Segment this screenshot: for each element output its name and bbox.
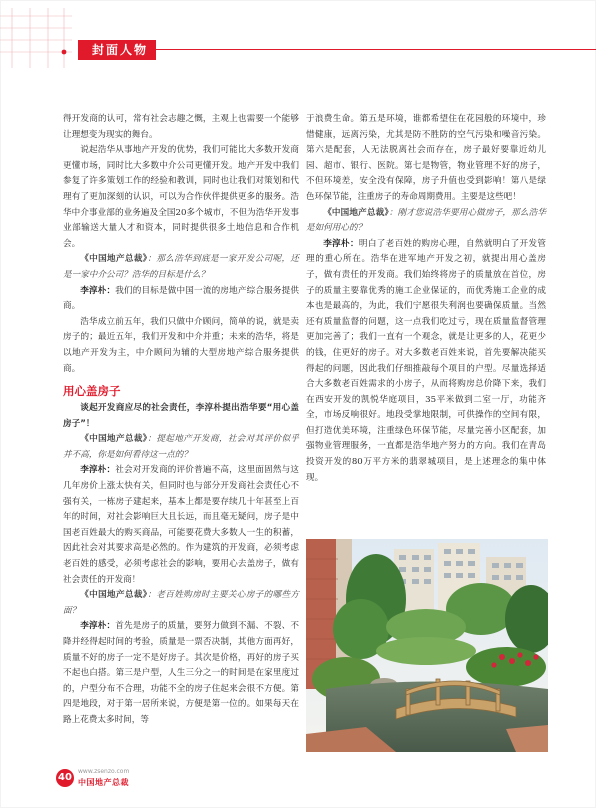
- question-text: ：老百姓购房时主要关心房子的哪些方面？: [63, 590, 299, 616]
- magazine-name: 《中国地产总裁》: [80, 254, 148, 265]
- interview-answer: [306, 237, 546, 487]
- section-subheading: 用心盖房子: [63, 384, 121, 399]
- footer-magazine-name: 中国地产总裁: [78, 778, 129, 787]
- speaker-name: 李淳朴：: [80, 285, 116, 296]
- interview-question: [63, 252, 299, 283]
- red-dot-icon: [62, 50, 67, 55]
- interview-question: [63, 588, 299, 619]
- question-text: ：那么浩华到底是一家开发公司呢，还是一家中介公司？浩华的目标是什么？: [63, 254, 299, 280]
- interview-answer: [63, 619, 299, 728]
- left-column: [63, 112, 299, 729]
- speaker-name: 李淳朴：: [80, 621, 116, 632]
- lead-paragraph: 谈起开发商应尽的社会责任，李淳朴提出浩华要“用心盖房子”！: [63, 403, 299, 429]
- header-rule: [156, 49, 596, 50]
- decorative-grid-lines: [0, 8, 72, 68]
- paragraph: 说起浩华从事地产开发的优势，我们可能比大多数开发商更懂市场，同时比大多数中介公司更懂开发。地产开发中我们参复了许多策划工作的经验和教训，同时也让我们对策划和代理有了更加深刻的认识，可以为合作伙伴提供更多的服务。浩华中介事业部的业务遍及全国20多个城市，不但为浩华开发事业部输送大量人才和资本，同时提供很多土地信息和合作机会。: [63, 145, 299, 249]
- answer-text: 明白了老百姓的购房心理，自然就明白了开发管理的重心所在。浩华在进军地产开发之初，就提出用心盖房子，做有责任的开发商。我们始终将房子的质量放在首位，房子的质量主要靠优秀的施工企业保证的，而优秀施工企业的成本也是最高的，为此，我们宁愿很失利润也要确保质量。当然还有质量监督的问题，这一点我们吃过亏，现在质量监督管理更加完善了；我们一直有一个观念，就是让更多的人，花更少的钱，住更好的房子。对大多数老百姓来说，首先要解决能买得起的问题，因此我们仔细推敲每个项目的户型。尽量选择适合大多数老百姓需求的小房子，从而将购房总价降下来，我们在西安开发的凯悦华庭项目，35平米做到二室一厅，功能齐全，市场反响很好。地段受掌地限制，可供操作的空间有限，但打造优美环境，注重绿色环保节能，尽量完善小区配套，加强物业管理服务，一直都是浩华地产努力的方向。我们在青岛投资开发的80万平方米的翡翠城项目，是上述理念的集中体现。: [306, 238, 546, 483]
- page-number: 40: [56, 769, 74, 787]
- section-tab: [78, 40, 156, 60]
- question-text: ：刚才您说浩华要用心做房子，那么浩华是如何用心的？: [306, 207, 546, 234]
- speaker-name: 李淳朴：: [80, 465, 116, 476]
- magazine-name: 《中国地产总裁》: [80, 590, 148, 601]
- page-header: [0, 0, 596, 80]
- page-footer: [56, 766, 256, 790]
- interview-question: [63, 432, 299, 463]
- paragraph: 浩华成立前五年，我们只做中介顾问，简单的说，就是卖房子的；最近五年，我们开发和中介并重；未来的浩华，将是以地产开发为主，中介顾问为辅的大型房地产综合服务提供商。: [63, 316, 299, 374]
- answer-text: 社会对开发商的评价普遍不高，这里面固然与这几年房价上涨太快有关，但同时也与部分开发商社会责任心不强有关，一栋房子建起来，基本上都是要存续几十年甚至上百年的时间，对社会影响巨大且长远，而且毫无疑问，房子是中国老百姓最大的购买商品，可能要花费大多数人一生的积蓄，因此社会对其要求高是必然的。作为建筑的开发商，必须考虑老百姓的感受，必须考虑社会的影响，要用心去盖房子，做有社会责任的开发商！: [63, 465, 299, 585]
- garden-scene-image: [306, 539, 548, 752]
- paragraph: 于浪费生命。第五是环境，谁都希望住在花园般的环境中，珍惜健康，远离污染，尤其是防不胜防的空气污染和噪音污染。第六是配套，人无法脱离社会而存在，房子最好要靠近幼儿园、超市、银行、医院。第七是物管，物业管理不好的房子，不但环境差，安全没有保障，房子升值也受到影响！第八是绿色环保节能，注重房子的寿命周期费用。主要是这些吧！: [306, 114, 546, 202]
- interview-answer: [63, 284, 299, 315]
- speaker-name: 李淳朴：: [323, 238, 359, 249]
- interview-question: [306, 206, 546, 237]
- answer-text: 我们的目标是做中国一流的房地产综合服务提供商。: [63, 285, 299, 312]
- garden-bridge-photo: [306, 539, 548, 752]
- question-text: ：提起地产开发商，社会对其评价似乎并不高，你是如何看待这一点的？: [63, 434, 299, 460]
- interview-answer: [63, 463, 299, 588]
- right-column: [306, 112, 546, 486]
- footer-url: www.zsenzo.com: [78, 768, 130, 775]
- section-label: 封面人物: [92, 43, 149, 57]
- magazine-name: 《中国地产总裁》: [323, 207, 389, 218]
- paragraph: 得开发商的认可，常有社会志趣之慨，主观上也需要一个能够让理想变为现实的舞台。: [63, 114, 299, 140]
- answer-text: 首先是房子的质量，要努力做到不漏、不裂、不降并经得起时间的考验，质量是一票否决制，其他方面再好，质量不好的房子一定不是好房子。其次是价格，再好的房子买不起也白搭。第三是户型，人生三分之一的时间是在家里度过的，户型分布不合理，功能不全的房子住起来会很不方便。第四是地段，对于第一居所来说，方便是第一位的。如果每天在路上花费太多时间，等: [63, 621, 299, 725]
- magazine-name: 《中国地产总裁》: [80, 434, 148, 445]
